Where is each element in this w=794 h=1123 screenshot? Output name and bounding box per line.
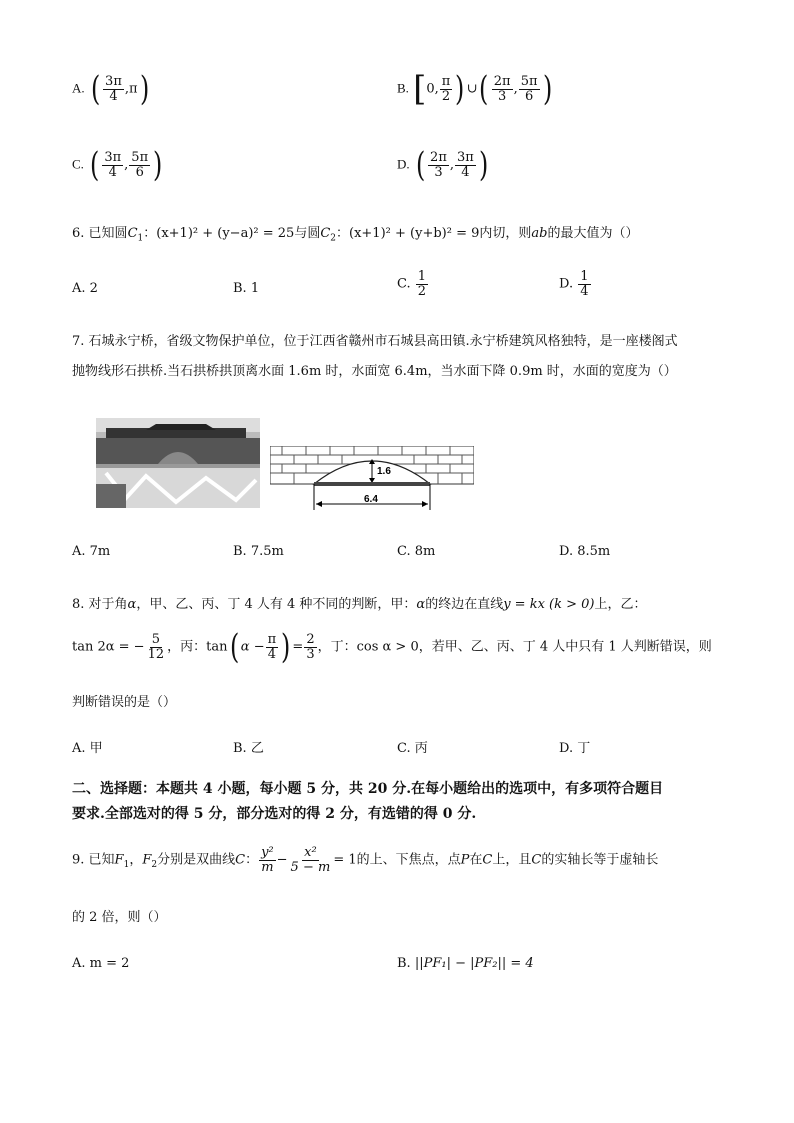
option-label: D.: [559, 276, 574, 292]
denominator: 3: [498, 88, 507, 104]
equation: ：(x+1)² + (y−a)² = 25: [143, 226, 295, 241]
numerator: 5: [151, 631, 160, 647]
value: 0: [426, 81, 435, 97]
numerator: y²: [261, 845, 274, 860]
math-var: F: [142, 852, 152, 868]
denominator: 4: [108, 164, 117, 180]
denominator: 4: [267, 646, 276, 662]
option-label: D.: [397, 156, 410, 172]
q8-option-c: C. 丙: [397, 741, 428, 756]
text: = 1: [333, 852, 357, 868]
math-var: C: [235, 852, 246, 868]
text: 与圆: [294, 226, 321, 241]
numerator: 5π: [520, 73, 538, 89]
text: ，甲、乙、丙、丁 4 人有 4 种不同的判断，甲：: [136, 597, 417, 612]
text: 内切，则: [479, 226, 532, 241]
option-label: B.: [397, 80, 409, 96]
denominator: 4: [109, 88, 118, 104]
q7-option-a: A. 7m: [72, 544, 111, 559]
text: 8. 对于角: [72, 597, 128, 612]
q5-option-a: A. ( $\frac{3\pi}{4}$ ,π): [72, 69, 149, 109]
text: 上，乙：: [594, 597, 647, 612]
q6-option-a: A. 2: [72, 281, 98, 296]
fraction: [519, 75, 540, 103]
fraction: [103, 75, 124, 103]
q8-option-a: A. 甲: [72, 741, 103, 756]
q9-line-1: 9. 已知$F_1$，$F_2$分别是双曲线C： $\frac{\text{y²}}{m}$ − $\frac{\text{x²}}{5 - m}$ = 1的上、下焦点，点P在C上，且C的实轴长等于虚轴长: [72, 845, 659, 875]
section-2-heading-line-1: 二、选择题：本题共 4 小题，每小题 5 分，共 20 分.在每小题给出的选项中，有多项符合题目: [72, 781, 664, 797]
fraction: [304, 633, 316, 661]
q7-line-1: 7. 石城永宁桥，省级文物保护单位，位于江西省赣州市石城县高田镇.永宁桥建筑风格独特，是一座楼阁式: [72, 334, 678, 349]
numerator: x²: [304, 845, 317, 860]
text: ：: [245, 852, 259, 868]
q8-option-b: B. 乙: [233, 741, 264, 756]
numerator: 1: [580, 269, 589, 284]
denominator: 3: [306, 646, 315, 662]
q7-option-c: C. 8m: [397, 544, 436, 559]
denominator: 6: [135, 164, 144, 180]
text: −: [276, 852, 288, 868]
denominator: 5 − m: [290, 859, 331, 875]
q9-option-b: [397, 956, 534, 971]
fraction: [416, 270, 428, 298]
fraction: [578, 270, 590, 298]
option-label: C.: [72, 156, 84, 172]
q6-option-c: [397, 270, 429, 298]
q7-line-2: 抛物线形石拱桥.当石拱桥拱顶离水面 1.6m 时，水面宽 6.4m，当水面下降 0.9m 时，水面的宽度为（）: [72, 364, 677, 379]
math-var: α: [416, 597, 426, 612]
q7-option-d: D. 8.5m: [559, 544, 611, 559]
equation: ：(x+1)² + (y+b)² = 9: [336, 226, 480, 241]
q7-option-b: B. 7.5m: [233, 544, 284, 559]
numerator: 1: [417, 269, 427, 284]
numerator: 5π: [131, 149, 149, 165]
math-var: P: [460, 852, 470, 868]
math-var: C: [320, 226, 331, 241]
width-label: 6.4: [364, 494, 378, 505]
numerator: 2π: [493, 73, 511, 89]
text: 在: [469, 852, 483, 868]
fraction: [289, 846, 333, 874]
text: 的终边在直线: [425, 597, 504, 612]
denominator: 4: [461, 164, 470, 180]
q8-line-3: 判断错误的是（）: [72, 695, 177, 710]
numerator: π: [441, 73, 451, 89]
equation: tan 2α = −: [72, 639, 145, 655]
question-number: 6.: [72, 226, 85, 241]
union-symbol: ∪: [466, 81, 478, 97]
text: 上，且: [492, 852, 532, 868]
math-var: F: [114, 852, 124, 868]
q5-option-b: B. [0, $\frac{\pi}{2}$ ) ∪( $\frac{2\pi}{3}$ , $\frac{5\pi}{6}$ ): [397, 69, 552, 109]
denominator: 3: [434, 164, 443, 180]
text: ，: [129, 852, 143, 868]
q9-option-a: A. m = 2: [72, 956, 130, 971]
text: 的上、下焦点，点: [356, 852, 461, 868]
math-expr: α −: [240, 639, 265, 655]
q6-option-d: [559, 270, 592, 298]
fraction: [146, 633, 167, 661]
math-var: α: [127, 597, 137, 612]
math-var: C: [531, 852, 542, 868]
q6-stem: 6. 已知圆$C_1$：(x+1)² + (y−a)² = 25与圆$C_2$：(x+1)² + (y+b)² = 9内切，则ab的最大值为（）: [72, 226, 639, 244]
q6-option-b: B. 1: [233, 281, 260, 296]
text: 的最大值为（）: [547, 226, 639, 241]
text: ，丙：: [167, 639, 207, 655]
text: 9. 已知: [72, 852, 115, 868]
text: 分别是双曲线: [157, 852, 236, 868]
text: ，丁：: [317, 639, 357, 655]
math-var: C: [127, 226, 138, 241]
fraction: [259, 846, 276, 874]
q9-line-2: 的 2 倍，则（）: [72, 910, 167, 925]
fraction: [428, 151, 449, 179]
equation: cos α > 0: [356, 639, 419, 655]
denominator: 12: [147, 646, 165, 662]
text: 已知圆: [88, 226, 128, 241]
bridge-parabola-diagram: [270, 446, 474, 512]
q8-line-1: [72, 593, 647, 612]
text: 的实轴长等于虚轴长: [541, 852, 659, 868]
numerator: 2: [306, 631, 315, 647]
option-label: B.: [397, 956, 411, 971]
numerator: 2π: [430, 149, 447, 165]
math-var: ab: [531, 226, 548, 241]
denominator: 2: [441, 88, 451, 104]
q8-line-2: tan 2α = − $\frac{5}{12}$ ，丙：tan( α − $\frac{\pi}{4}$ ) = $\frac{2}{3}$ ，丁：cos α > 0，若甲、乙、丙、丁 4 人中只有 1 人判断错误，则: [72, 627, 712, 667]
denominator: 2: [417, 283, 427, 299]
denominator: 4: [580, 283, 589, 299]
option-label: C.: [397, 276, 411, 292]
height-label: 1.6: [377, 466, 391, 477]
equation: y = kx (k > 0): [503, 597, 595, 612]
denominator: 6: [524, 88, 534, 104]
fraction: [440, 75, 453, 103]
fraction: [129, 151, 150, 179]
fraction: [492, 75, 513, 103]
numerator: 3π: [105, 73, 122, 89]
text: ，若甲、乙、丙、丁 4 人中只有 1 人判断错误，则: [418, 639, 712, 655]
fraction: [455, 151, 476, 179]
bridge-photo: [96, 418, 260, 508]
numerator: 3π: [104, 149, 122, 165]
numerator: π: [267, 631, 277, 647]
q8-option-d: D. 丁: [559, 741, 591, 756]
denominator: m: [261, 859, 274, 875]
numerator: 3π: [457, 149, 474, 165]
section-2-heading-line-2: 要求.全部选对的得 5 分，部分选对的得 2 分，有选错的得 0 分.: [72, 806, 477, 822]
q5-option-d: D. ( $\frac{2\pi}{3}$ , $\frac{3\pi}{4}$ ): [397, 145, 489, 185]
equation: ||PF₁| − |PF₂|| = 4: [414, 956, 534, 971]
value: π: [129, 81, 138, 97]
math-var: C: [482, 852, 493, 868]
q5-option-c: C. ( $\frac{3\pi}{4}$ , $\frac{5\pi}{6}$ ): [72, 145, 163, 185]
option-label: A.: [72, 80, 85, 96]
fraction: [102, 151, 123, 179]
math-func: tan: [206, 639, 228, 655]
fraction: [266, 633, 279, 661]
